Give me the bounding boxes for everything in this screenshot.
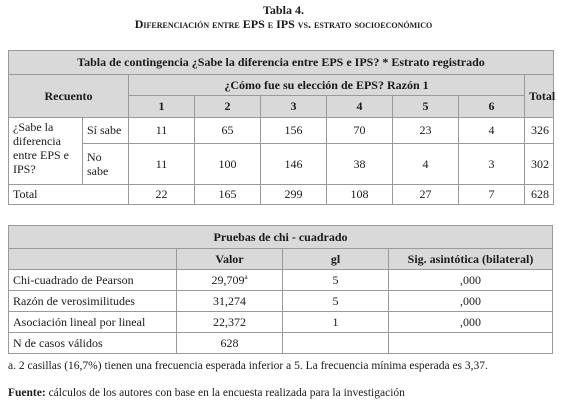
row-label: Sí sabe — [83, 118, 129, 144]
chi-square-table — [8, 225, 553, 354]
cell: 23 — [393, 118, 459, 144]
cell: 4 — [393, 144, 459, 185]
row-total: 326 — [525, 118, 554, 144]
cell: 38 — [327, 144, 393, 185]
table-row — [9, 144, 554, 185]
table-row — [9, 333, 553, 354]
chi-header-blank — [9, 249, 177, 270]
column-header: 2 — [195, 96, 261, 118]
cell: 146 — [261, 144, 327, 185]
row-label: Chi-cuadrado de Pearson — [9, 270, 177, 291]
cell: 11 — [129, 118, 195, 144]
source-note — [8, 387, 405, 399]
total-row-label: Total — [9, 185, 129, 205]
table-row — [9, 291, 553, 312]
column-header: 5 — [393, 96, 459, 118]
cell: 100 — [195, 144, 261, 185]
chi-header: gl — [283, 249, 389, 270]
cell: 11 — [129, 144, 195, 185]
cell: 165 — [195, 185, 261, 205]
chi-caption: Pruebas de chi - cuadrado — [9, 226, 553, 249]
contingency-caption: Tabla de contingencia ¿Sabe la diferencia entre EPS e IPS? * Estrato registrado — [9, 51, 554, 75]
column-header: 6 — [459, 96, 525, 118]
cell: 156 — [261, 118, 327, 144]
sig-cell: ,000 — [389, 312, 553, 333]
column-header: 3 — [261, 96, 327, 118]
table-row — [9, 118, 554, 144]
source-label: Fuente: — [8, 387, 46, 399]
chi-header: Valor — [177, 249, 283, 270]
total-header: Total — [525, 75, 554, 118]
table-row — [9, 312, 553, 333]
cell: 22 — [129, 185, 195, 205]
row-label: Razón de verosimilitudes — [9, 291, 177, 312]
cell: 299 — [261, 185, 327, 205]
table-row — [9, 270, 553, 291]
sig-cell: ,000 — [389, 291, 553, 312]
sig-cell — [389, 333, 553, 354]
cell: 4 — [459, 118, 525, 144]
table-row — [9, 185, 554, 205]
row-label: No sabe — [83, 144, 129, 185]
sig-cell: ,000 — [389, 270, 553, 291]
value-cell: 31,274 — [177, 291, 283, 312]
cell: 70 — [327, 118, 393, 144]
cell: 27 — [393, 185, 459, 205]
gl-cell: 1 — [283, 312, 389, 333]
row-label: Asociación lineal por lineal — [9, 312, 177, 333]
value-cell: 22,372 — [177, 312, 283, 333]
gl-cell: 5 — [283, 291, 389, 312]
column-header: 1 — [129, 96, 195, 118]
recuento-header: Recuento — [9, 75, 129, 118]
grand-total: 628 — [525, 185, 554, 205]
contingency-table — [8, 50, 554, 205]
row-group-label: ¿Sabe la diferencia entre EPS e IPS? — [9, 118, 83, 185]
column-header: 4 — [327, 96, 393, 118]
gl-cell — [283, 333, 389, 354]
cell: 7 — [459, 185, 525, 205]
row-label: N de casos válidos — [9, 333, 177, 354]
cell: 65 — [195, 118, 261, 144]
value-cell — [177, 270, 283, 291]
source-text: cálculos de los autores con base en la encuesta realizada para la investigación — [45, 387, 405, 399]
cell: 108 — [327, 185, 393, 205]
column-group-header: ¿Cómo fue su elección de EPS? Razón 1 — [129, 75, 525, 96]
table-number: Tabla 4. — [263, 3, 304, 17]
value: 29,709 — [211, 272, 245, 287]
row-total: 302 — [525, 144, 554, 185]
cell: 3 — [459, 144, 525, 185]
footnote-marker: a — [244, 272, 248, 281]
gl-cell: 5 — [283, 270, 389, 291]
table-title: Diferenciación entre EPS e IPS vs. estrato socioeconómico — [134, 17, 433, 31]
value-cell: 628 — [177, 333, 283, 354]
footnote: a. 2 casillas (16,7%) tienen una frecuencia esperada inferior a 5. La frecuencia mínima esperada es 3,37. — [8, 360, 488, 372]
chi-header: Sig. asintótica (bilateral) — [389, 249, 553, 270]
